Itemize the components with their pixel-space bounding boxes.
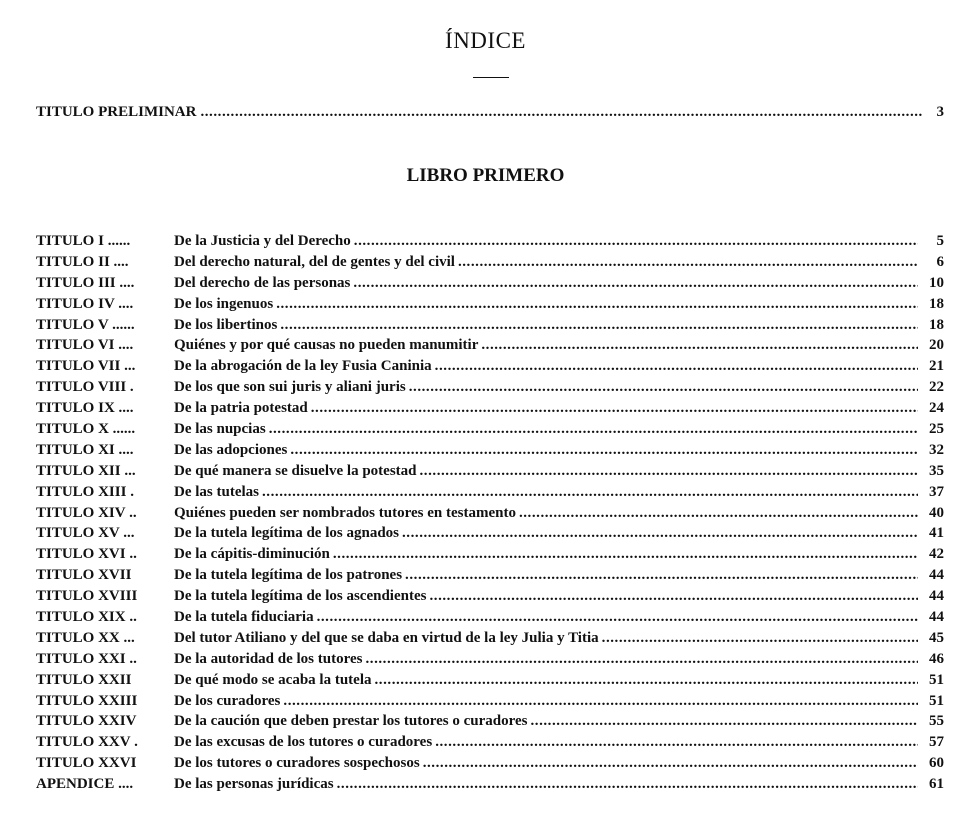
dot-leader: [353, 273, 918, 294]
toc-page-number: 40: [929, 504, 944, 521]
toc-entry[interactable]: [36, 649, 944, 670]
toc-label: APENDICE ....: [36, 776, 134, 793]
toc-entry[interactable]: [36, 774, 944, 795]
toc-entry[interactable]: [36, 565, 944, 586]
toc-entry[interactable]: [36, 377, 944, 398]
toc-entry[interactable]: [36, 753, 944, 774]
dot-leader: [530, 711, 918, 732]
toc-page-number: 57: [929, 734, 944, 751]
toc-entry[interactable]: [36, 586, 944, 607]
toc-page-number: 45: [929, 629, 944, 646]
toc-page-number: 20: [929, 337, 944, 354]
toc-title: De la tutela legítima de los agnados: [174, 525, 399, 542]
toc-label: TITULO III ....: [36, 274, 135, 291]
section-heading: LIBRO PRIMERO: [406, 165, 565, 186]
dot-leader: [409, 377, 918, 398]
toc-entry[interactable]: [36, 356, 944, 377]
page-title: ÍNDICE: [445, 28, 526, 53]
toc-label: TITULO X ......: [36, 421, 136, 438]
toc-entry[interactable]: [36, 482, 944, 503]
toc-page-number: 51: [929, 692, 944, 709]
toc-title: Quiénes pueden ser nombrados tutores en testamento: [174, 504, 516, 521]
toc-page-number: 32: [929, 441, 944, 458]
toc-page-number: 18: [929, 316, 944, 333]
dot-leader: [375, 670, 919, 691]
dot-leader: [280, 315, 918, 336]
toc-label: TITULO VII ...: [36, 358, 136, 375]
toc-label: TITULO VIII .: [36, 379, 134, 396]
toc-entry[interactable]: [36, 670, 944, 691]
toc-label: TITULO XVIII: [36, 588, 138, 605]
toc-page-number: 61: [929, 776, 944, 793]
toc-page-number: 55: [929, 713, 944, 730]
toc-title: De la cápitis-diminución: [174, 546, 330, 563]
toc-label: TITULO XI ....: [36, 441, 134, 458]
toc-entry[interactable]: [36, 398, 944, 419]
toc-page-number: 35: [929, 462, 944, 479]
toc-label: TITULO VI ....: [36, 337, 134, 354]
dot-leader: [429, 586, 918, 607]
toc-page-number: 44: [929, 588, 944, 605]
toc-label: TITULO V ......: [36, 316, 135, 333]
toc-entry[interactable]: [36, 315, 944, 336]
toc-title: De las nupcias: [174, 421, 266, 438]
toc-entry[interactable]: [36, 440, 944, 461]
dot-leader: [276, 294, 918, 315]
toc-label: TITULO II ....: [36, 253, 129, 270]
toc-title: Del derecho natural, del de gentes y del civil: [174, 253, 455, 270]
toc-title: De la abrogación de la ley Fusia Caninia: [174, 358, 432, 375]
toc-entry[interactable]: [36, 294, 944, 315]
dot-leader: [354, 231, 918, 252]
toc-page-number: 46: [929, 650, 944, 667]
toc-page-number: 44: [929, 567, 944, 584]
toc-title: Quiénes y por qué causas no pueden manumitir: [174, 337, 479, 354]
dot-leader: [269, 419, 918, 440]
toc-label: TITULO XV ...: [36, 525, 135, 542]
toc-page-number: 3: [936, 104, 944, 120]
dot-leader: [420, 461, 919, 482]
toc-page-number: 42: [929, 546, 944, 563]
toc-label: TITULO PRELIMINAR: [36, 104, 197, 120]
toc-label: TITULO XXII: [36, 671, 132, 688]
toc-label: TITULO XXIII: [36, 692, 138, 709]
toc-label: TITULO XXI ..: [36, 650, 137, 667]
toc-title: De la tutela legítima de los patrones: [174, 567, 403, 584]
toc-title: De las personas jurídicas: [174, 776, 334, 793]
toc-page-number: 5: [936, 233, 944, 249]
dot-leader: [423, 753, 918, 774]
title-divider: [473, 77, 509, 78]
toc-entry[interactable]: [36, 691, 944, 712]
toc-title: De los curadores: [174, 692, 281, 709]
toc-page-number: 6: [936, 253, 944, 270]
dot-leader: [317, 607, 918, 628]
toc-entry[interactable]: [36, 732, 944, 753]
toc-entry[interactable]: [36, 461, 944, 482]
toc-entry[interactable]: [36, 335, 944, 356]
toc-page-number: 51: [929, 671, 944, 688]
toc-page-number: 25: [929, 421, 944, 438]
toc-entry-preliminary[interactable]: [36, 104, 944, 124]
dot-leader: [365, 649, 918, 670]
toc-entry[interactable]: [36, 523, 944, 544]
dot-leader: [458, 252, 918, 273]
dot-leader: [602, 628, 918, 649]
toc-page-number: 22: [929, 379, 944, 396]
toc-page-number: 41: [929, 525, 944, 542]
toc-label: TITULO XXIV: [36, 713, 137, 730]
toc-page-number: 18: [929, 295, 944, 312]
toc-label: TITULO I ......: [36, 233, 131, 249]
dot-leader: [333, 544, 918, 565]
toc-entry[interactable]: [36, 231, 944, 252]
toc-list: [36, 231, 944, 795]
toc-entry[interactable]: [36, 607, 944, 628]
toc-page-number: 60: [929, 755, 944, 772]
dot-leader: [337, 774, 918, 795]
toc-title: De qué modo se acaba la tutela: [174, 671, 372, 688]
toc-label: TITULO XIV ..: [36, 504, 137, 521]
toc-page-number: 44: [929, 609, 944, 626]
toc-title: De la Justicia y del Derecho: [174, 233, 351, 249]
dot-leader: [200, 104, 921, 121]
dot-leader: [405, 565, 918, 586]
toc-label: TITULO XXV .: [36, 734, 138, 751]
toc-title: De las tutelas: [174, 483, 259, 500]
toc-entry[interactable]: [36, 711, 944, 732]
toc-title: De la autoridad de los tutores: [174, 650, 363, 667]
toc-entry[interactable]: [36, 503, 944, 524]
dot-leader: [262, 482, 918, 503]
toc-label: TITULO XIX ..: [36, 609, 137, 626]
dot-leader: [435, 356, 918, 377]
toc-label: TITULO IX ....: [36, 400, 134, 417]
dot-leader: [311, 398, 918, 419]
toc-title: De las adopciones: [174, 441, 288, 458]
toc-page-number: 10: [929, 274, 944, 291]
toc-label: TITULO XX ...: [36, 629, 135, 646]
toc-title: De la caución que deben prestar los tutores o curadores: [174, 713, 528, 730]
toc-title: De qué manera se disuelve la potestad: [174, 462, 417, 479]
dot-leader: [481, 335, 918, 356]
dot-leader: [402, 523, 918, 544]
toc-page-number: 21: [929, 358, 944, 375]
toc-entry[interactable]: [36, 628, 944, 649]
toc-entry[interactable]: [36, 252, 944, 273]
toc-title: De los libertinos: [174, 316, 278, 333]
toc-entry[interactable]: [36, 419, 944, 440]
toc-page-number: 37: [929, 483, 944, 500]
toc-title: De la patria potestad: [174, 400, 308, 417]
toc-title: De los que son sui juris y aliani juris: [174, 379, 406, 396]
dot-leader: [519, 503, 918, 524]
toc-title: De los tutores o curadores sospechosos: [174, 755, 420, 772]
toc-label: TITULO IV ....: [36, 295, 134, 312]
dot-leader: [283, 691, 918, 712]
toc-title: De la tutela legítima de los ascendientes: [174, 588, 427, 605]
toc-title: Del tutor Atiliano y del que se daba en virtud de la ley Julia y Titia: [174, 629, 599, 646]
toc-entry[interactable]: [36, 544, 944, 565]
toc-title: De los ingenuos: [174, 295, 274, 312]
toc-label: TITULO XIII .: [36, 483, 134, 500]
toc-title: Del derecho de las personas: [174, 274, 351, 291]
toc-label: TITULO XII ...: [36, 462, 136, 479]
toc-label: TITULO XVII: [36, 567, 132, 584]
toc-title: De las excusas de los tutores o curadores: [174, 734, 433, 751]
dot-leader: [290, 440, 918, 461]
dot-leader: [435, 732, 918, 753]
toc-title: De la tutela fiduciaria: [174, 609, 314, 626]
toc-page-number: 24: [929, 400, 944, 417]
toc-label: TITULO XXVI: [36, 755, 137, 772]
toc-label: TITULO XVI ..: [36, 546, 137, 563]
toc-entry[interactable]: [36, 273, 944, 294]
